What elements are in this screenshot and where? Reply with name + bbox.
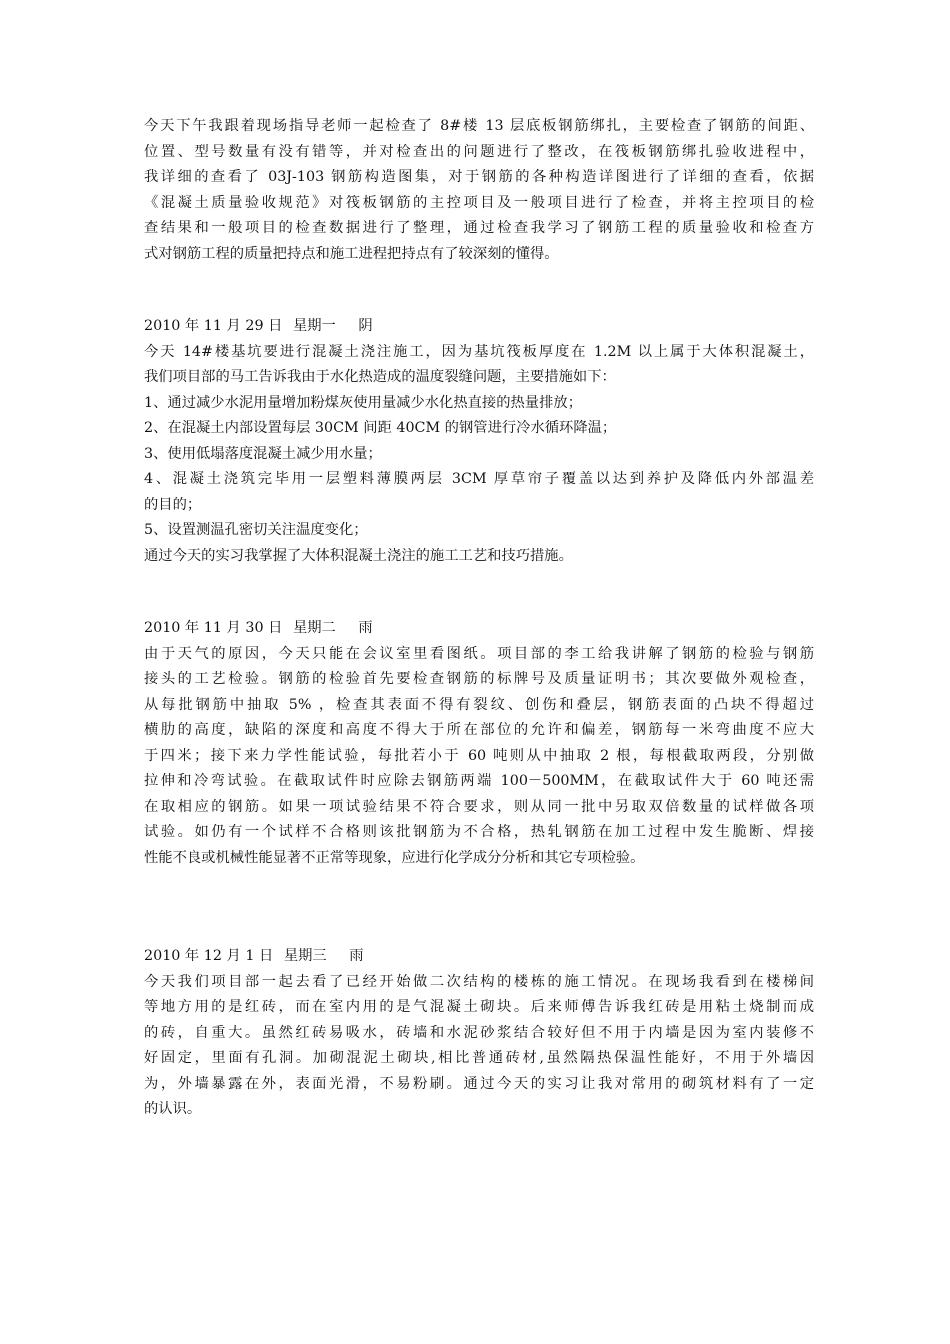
paragraph-line: 等地方用的是红砖，而在室内用的是气混凝土砌块。后来师傅告诉我红砖是用粘土烧制而成 <box>144 999 814 1015</box>
list-item-continued: 的目的； <box>144 496 202 513</box>
entry-weather: 雨 <box>349 948 364 964</box>
paragraph-line: 查结果和一般项目的检查数据进行了整理，通过检查我学习了钢筋工程的质量验收和检查方 <box>144 220 814 236</box>
diary-entry <box>144 944 814 1123</box>
paragraph-line: 试验。如仍有一个试样不合格则该批钢筋为不合格，热轧钢筋在加工过程中发生脆断、焊接 <box>144 824 814 840</box>
entry-date: 2010 年 11 月 29 日 <box>144 318 283 334</box>
entry-weather: 阴 <box>358 318 373 334</box>
paragraph-line: 接头的工艺检验。钢筋的检验首先要检查钢筋的标牌号及质量证明书；其次要做外观检查， <box>144 671 814 687</box>
paragraph-line: 从每批钢筋中抽取 5% ，检查其表面不得有裂纹、创伤和叠层，钢筋表面的凸块不得超过 <box>144 696 814 713</box>
paragraph-line: 于四米；接下来力学性能试验，每批若小于 60 吨则从中抽取 2 根，每根截取两段，分别做 <box>144 747 814 764</box>
paragraph-line: 性能不良或机械性能显著不正常等现象，应进行化学成分分析和其它专项检验。 <box>144 849 645 866</box>
paragraph-line: 横肋的高度，缺陷的深度和高度不得大于所在部位的允许和偏差，钢筋每一米弯曲度不应大 <box>144 722 814 738</box>
paragraph-line: 由于天气的原因，今天只能在会议室里看图纸。项目部的李工给我讲解了钢筋的检验与钢筋 <box>144 645 814 662</box>
paragraph-line: 我详细的查看了 03J-103 钢筋构造图集，对于钢筋的各种构造详图进行了详细的查看，依据 <box>144 169 814 185</box>
diary-entry <box>144 314 814 569</box>
entry-date: 2010 年 11 月 30 日 <box>144 620 283 636</box>
entry-header <box>144 944 814 970</box>
paragraph-line: 的砖，自重大。虽然红砖易吸水，砖墙和水泥砂浆结合较好但不用于内墙是因为室内装修不 <box>144 1024 814 1041</box>
diary-entry <box>144 616 814 871</box>
paragraph-line: 通过今天的实习我掌握了大体积混凝土浇注的施工工艺和技巧措施。 <box>144 547 573 564</box>
list-item: 5、设置测温孔密切关注温度变化； <box>144 522 368 538</box>
paragraph-line: 的认识。 <box>144 1101 202 1117</box>
entry-weekday: 星期一 <box>292 318 336 334</box>
paragraph-line: 拉伸和冷弯试验。在截取试件时应除去钢筋两端 100－500MM，在截取试件大于 60 吨还需 <box>144 773 814 789</box>
paragraph-line: 位置、型号数量有没有错等，并对检查出的问题进行了整改，在筏板钢筋绑扎验收进程中， <box>144 143 814 160</box>
entry-header <box>144 314 814 340</box>
paragraph-line: 为，外墙暴露在外，表面光滑，不易粉刷。通过今天的实习让我对常用的砌筑材料有了一定 <box>144 1075 814 1092</box>
list-item: 1、通过减少水泥用量增加粉煤灰使用量减少水化热直接的热量排放； <box>144 394 582 411</box>
entry-weekday: 星期二 <box>292 620 336 636</box>
list-item: 3、使用低塌落度混凝土减少用水量； <box>144 445 382 462</box>
paragraph-line: 今天 14#楼基坑要进行混凝土浇注施工，因为基坑筏板厚度在 1.2M 以上属于大体积混凝土， <box>144 343 814 360</box>
paragraph-line: 今天我们项目部一起去看了已经开始做二次结构的楼栋的施工情况。在现场我看到在楼梯间 <box>144 973 814 990</box>
entry-weather: 雨 <box>358 620 373 636</box>
paragraph-line: 《混凝土质量验收规范》对筏板钢筋的主控项目及一般项目进行了检查，并将主控项目的检 <box>144 194 814 211</box>
entry-header <box>144 616 814 642</box>
list-item: 2、在混凝土内部设置每层 30CM 间距 40CM 的钢管进行冷水循环降温； <box>144 420 617 436</box>
entry-date: 2010 年 12 月 1 日 <box>144 948 274 964</box>
paragraph-line: 式对钢筋工程的质量把持点和施工进程把持点有了较深刻的懂得。 <box>144 245 559 262</box>
paragraph-line: 我们项目部的马工告诉我由于水化热造成的温度裂缝问题，主要措施如下： <box>144 369 616 385</box>
paragraph-line: 好固定，里面有孔洞。加砌混泥土砌块,相比普通砖材,虽然隔热保温性能好，不用于外墙因 <box>144 1050 814 1066</box>
list-item: 4、混凝土浇筑完毕用一层塑料薄膜两层 3CM 厚草帘子覆盖以达到养护及降低内外部温差 <box>144 471 814 487</box>
entry-weekday: 星期三 <box>283 948 327 964</box>
entry-previous-continuation <box>144 114 814 267</box>
document-body <box>144 114 814 1123</box>
paragraph-line: 在取相应的钢筋。如果一项试验结果不符合要求，则从同一批中另取双倍数量的试样做各项 <box>144 798 814 815</box>
paragraph-line: 今天下午我跟着现场指导老师一起检查了 8#楼 13 层底板钢筋绑扎，主要检查了钢筋的间距、 <box>144 118 814 134</box>
